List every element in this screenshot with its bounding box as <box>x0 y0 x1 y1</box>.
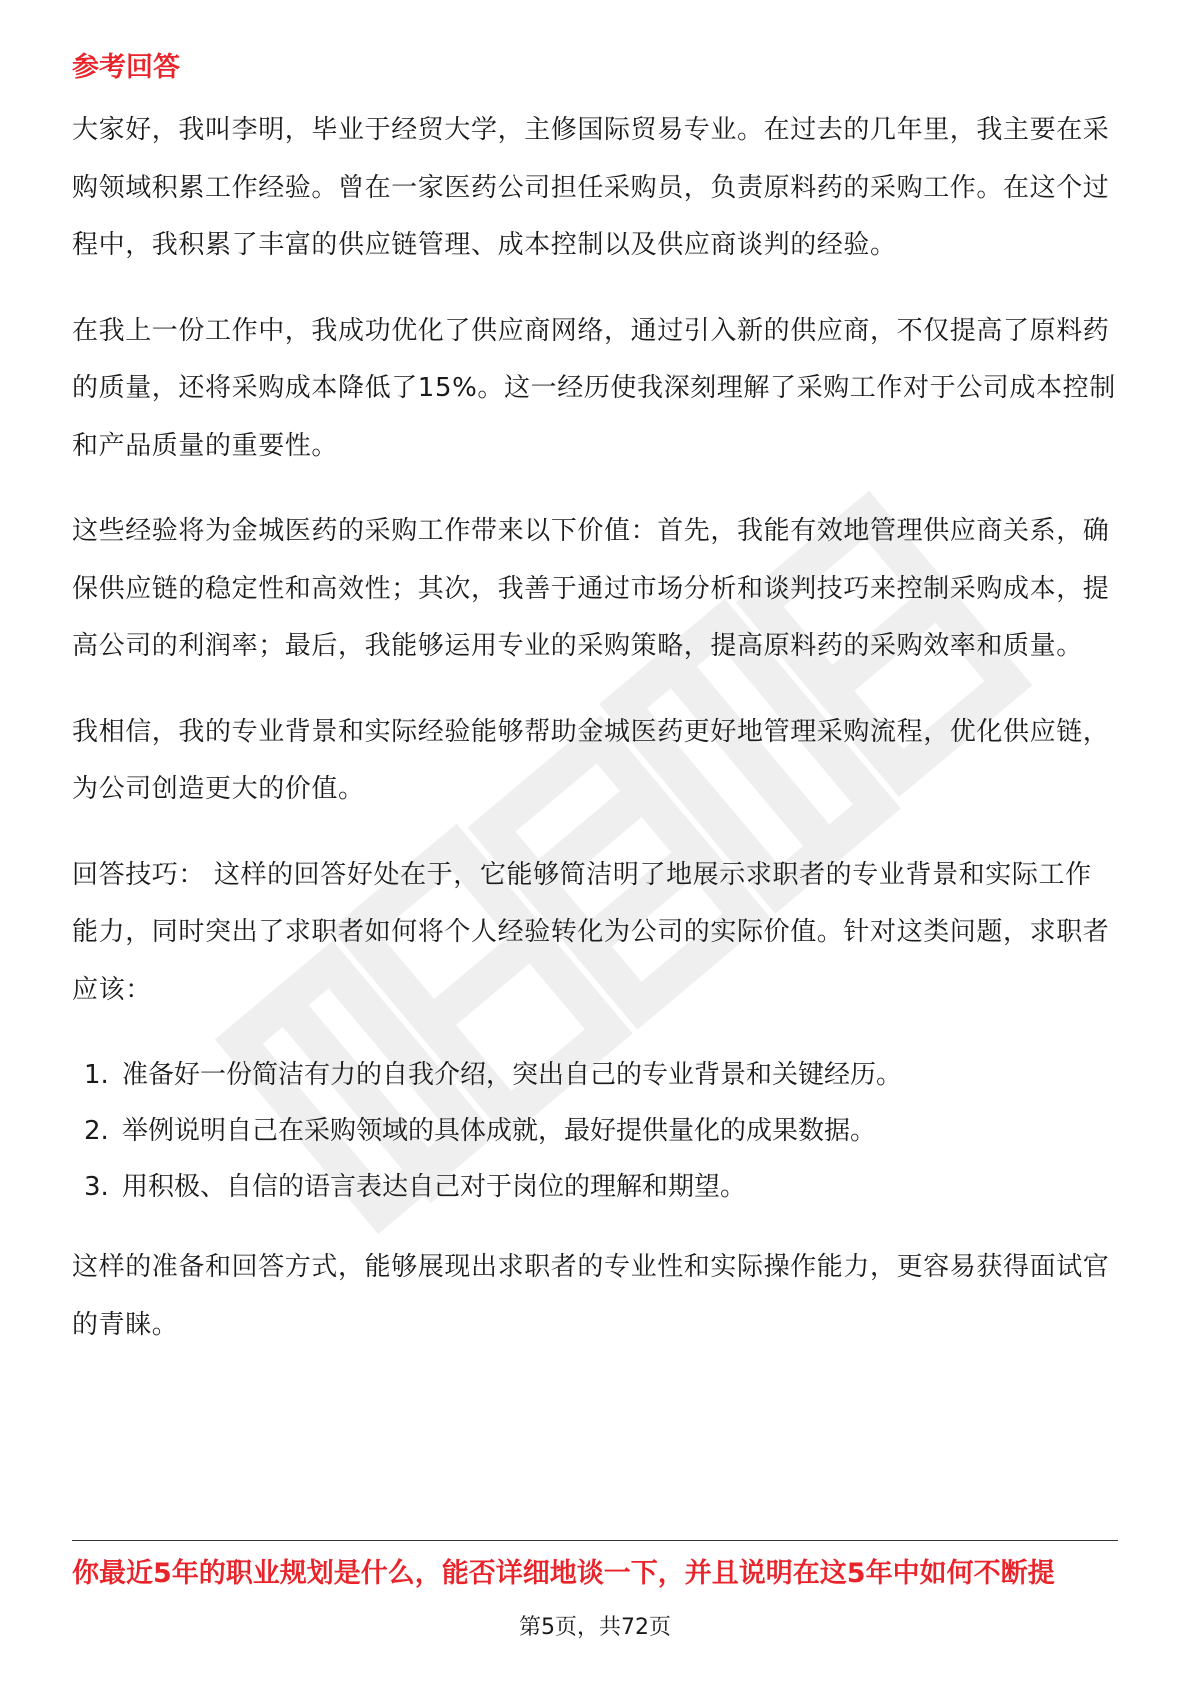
list-item <box>72 1103 1118 1159</box>
document-body <box>72 48 1118 1382</box>
answer-paragraph-achievement: 在我上一份工作中，我成功优化了供应商网络，通过引入新的供应商，不仅提高了原料药的质量，还将采购成本降低了15%。这一经历使我深刻理解了采购工作对于公司成本控制和产品质量的重要性。 <box>72 315 1116 461</box>
list-item-text: 举例说明自己在采购领域的具体成就，最好提供量化的成果数据。 <box>122 1116 877 1146</box>
section-divider <box>72 1540 1118 1541</box>
list-item-number: 3. <box>84 1172 109 1202</box>
list-item-number: 2. <box>84 1116 109 1146</box>
answer-tips-intro: 回答技巧： 这样的回答好处在于，它能够简洁明了地展示求职者的专业背景和实际工作能力，同时突出了求职者如何将个人经验转化为公司的实际价值。针对这类问题，求职者应该： <box>72 859 1110 1005</box>
list-item-text: 用积极、自信的语言表达自己对于岗位的理解和期望。 <box>122 1172 747 1202</box>
list-item <box>72 1047 1118 1103</box>
answer-paragraph-intro: 大家好，我叫李明，毕业于经贸大学，主修国际贸易专业。在过去的几年里，我主要在采购领域积累工作经验。曾在一家医药公司担任采购员，负责原料药的采购工作。在这个过程中，我积累了丰富的供应链管理、成本控制以及供应商谈判的经验。 <box>72 115 1110 260</box>
next-question-heading: 你最近5年的职业规划是什么，能否详细地谈一下，并且说明在这5年中如何不断提 <box>72 1558 1055 1589</box>
tips-list <box>72 1047 1118 1215</box>
closing-paragraph: 这样的准备和回答方式，能够展现出求职者的专业性和实际操作能力，更容易获得面试官的青睐。 <box>72 1252 1110 1340</box>
list-item-number: 1. <box>84 1060 109 1090</box>
list-item-text: 准备好一份简洁有力的自我介绍，突出自己的专业背景和关键经历。 <box>122 1060 903 1090</box>
list-item <box>72 1159 1118 1215</box>
page-number: 第5页，共72页 <box>519 1615 671 1640</box>
section-title: 参考回答 <box>72 52 180 83</box>
answer-paragraph-value: 这些经验将为金城医药的采购工作带来以下价值：首先，我能有效地管理供应商关系，确保供应链的稳定性和高效性；其次，我善于通过市场分析和谈判技巧来控制采购成本，提高公司的利润率；最后，我能够运用专业的采购策略，提高原料药的采购效率和质量。 <box>72 516 1110 661</box>
answer-paragraph-conclusion: 我相信，我的专业背景和实际经验能够帮助金城医药更好地管理采购流程，优化供应链，为公司创造更大的价值。 <box>72 716 1110 804</box>
